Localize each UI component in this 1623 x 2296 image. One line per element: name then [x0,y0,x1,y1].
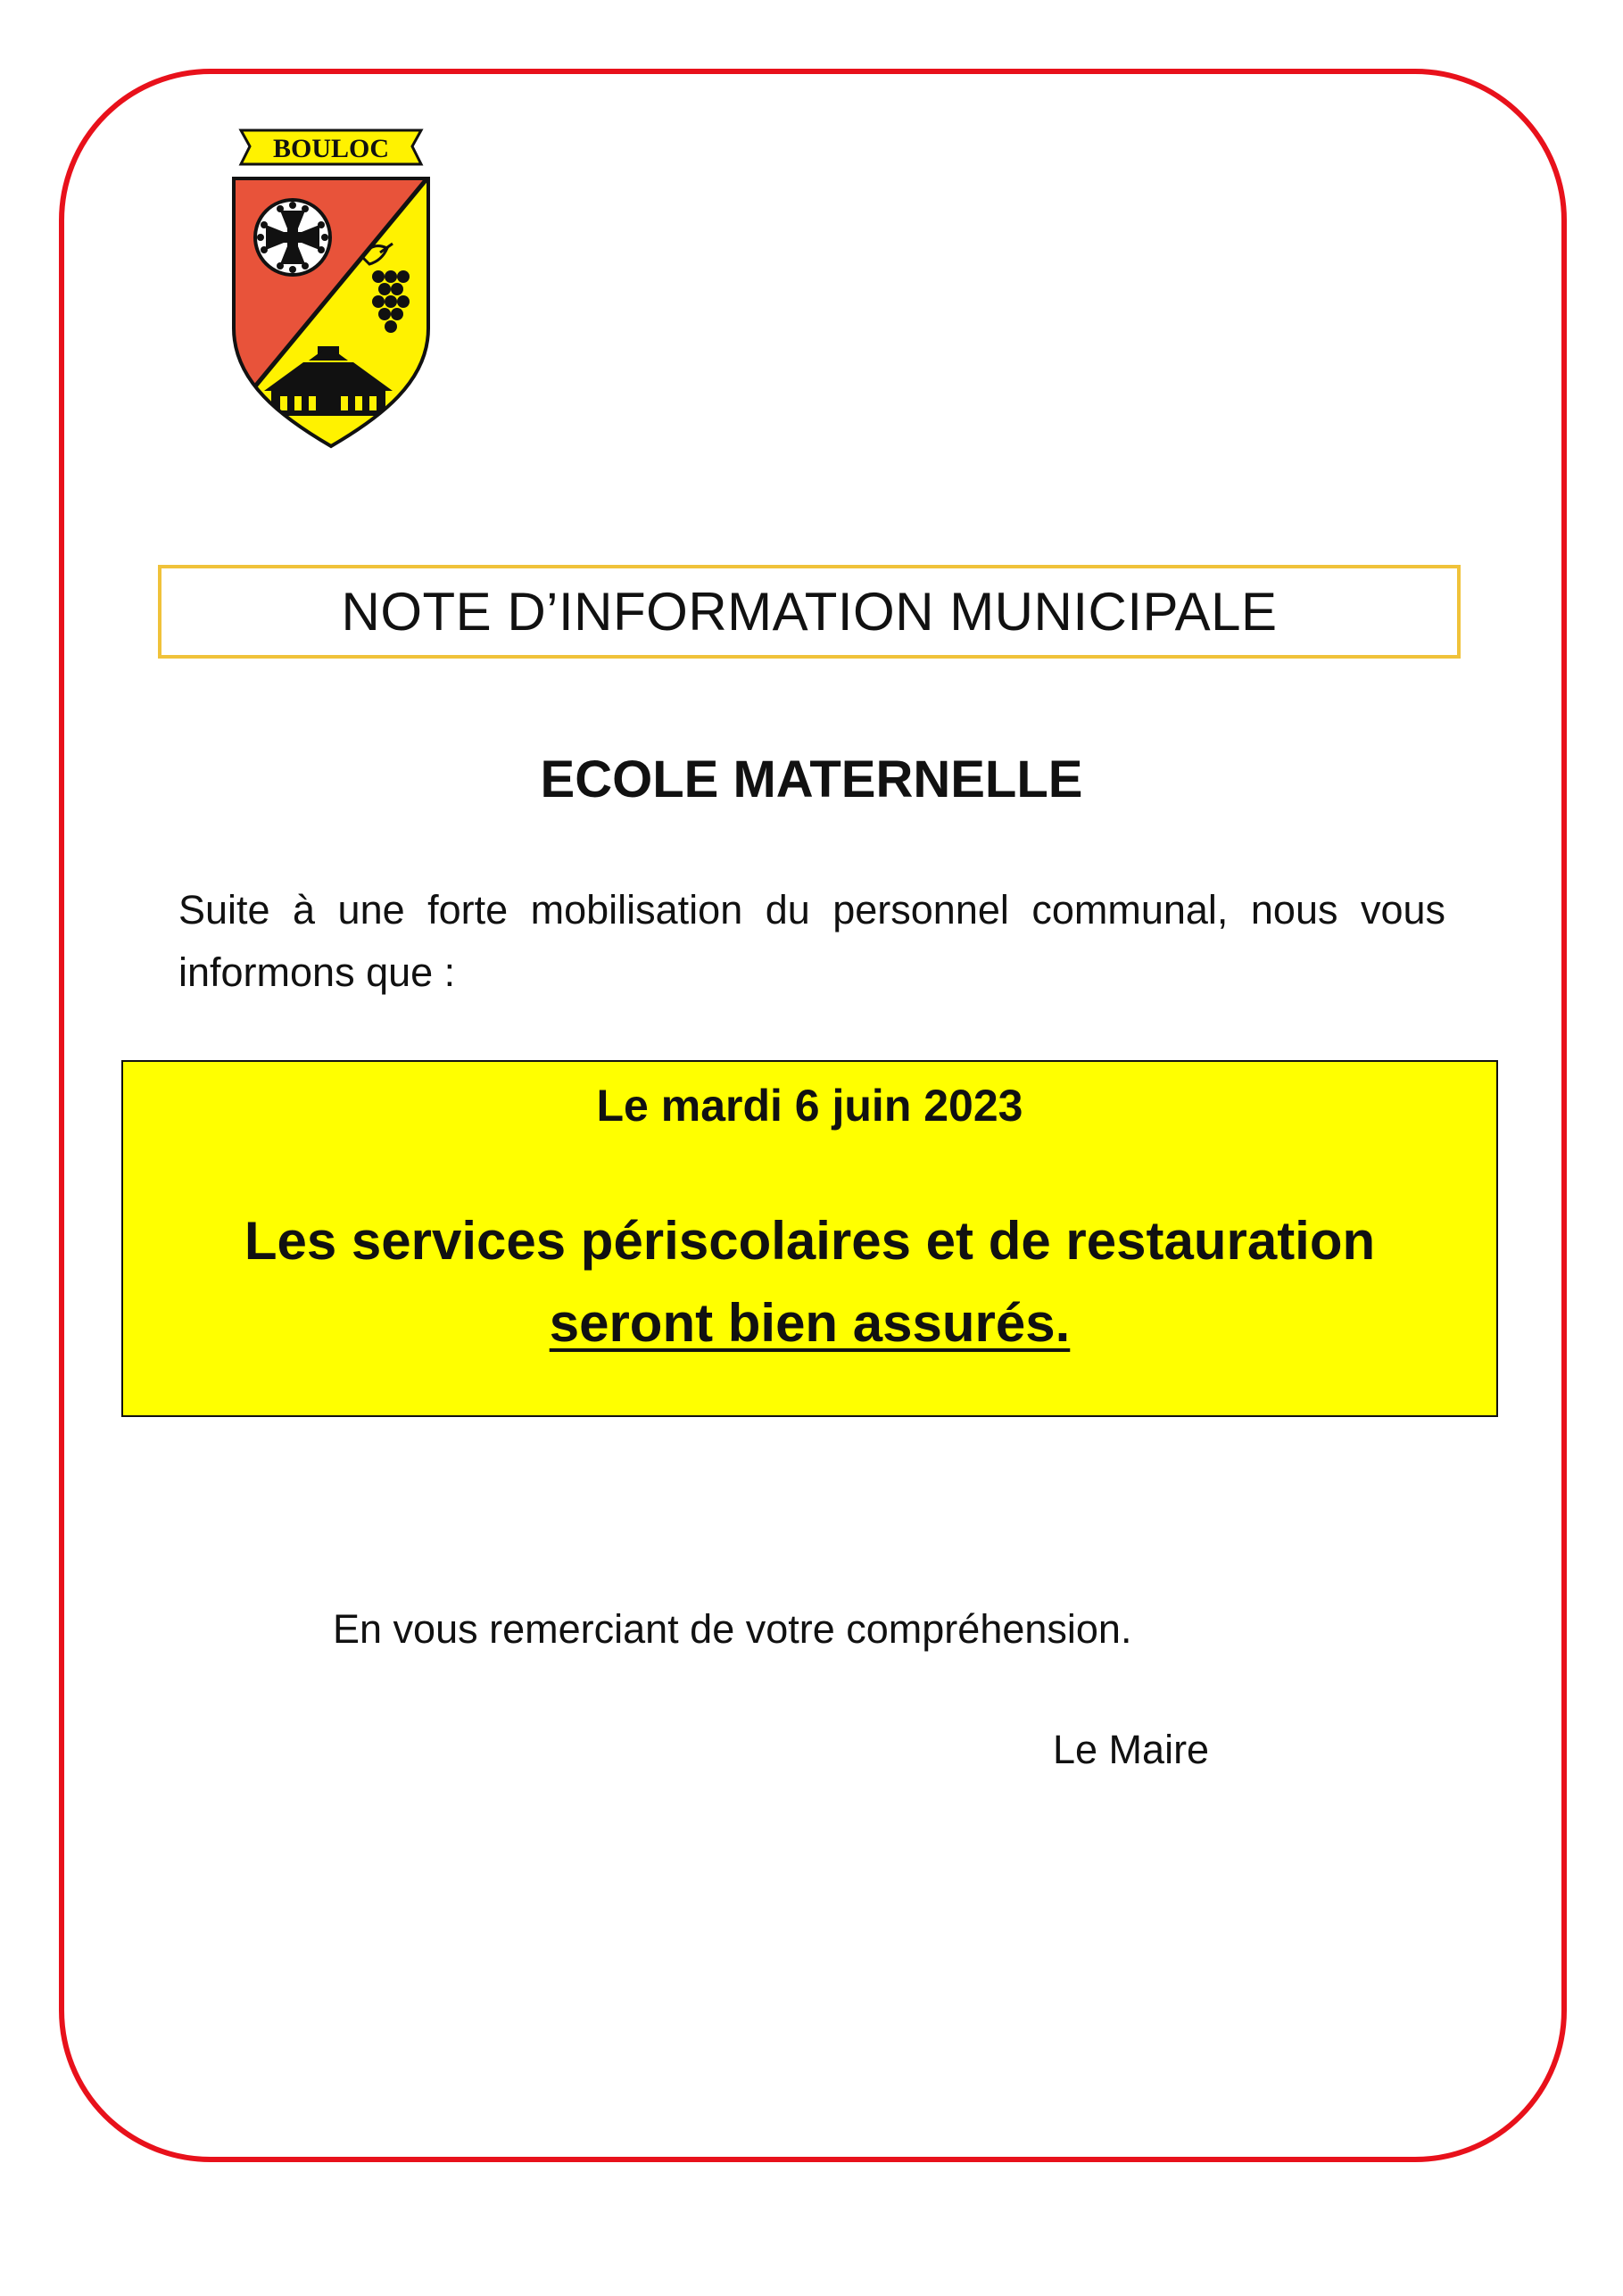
notice-date: Le mardi 6 juin 2023 [596,1081,1023,1131]
section-heading: ECOLE MATERNELLE [540,750,1083,808]
intro-paragraph: Suite à une forte mobilisation du personnel communal, nous vous informons que : [178,887,1445,995]
notice-message [123,1200,1496,1364]
crest-banner-text: BOULOC [272,134,390,163]
highlight-notice-box [121,1060,1498,1417]
bouloc-crest-logo [228,123,434,455]
notice-line-1: Les services périscolaires et de restauration [244,1211,1376,1271]
notice-line-2: seront bien assurés. [549,1293,1071,1353]
signature: Le Maire [1053,1727,1210,1772]
closing-text: En vous remerciant de votre compréhension. [333,1606,1132,1652]
document-title: NOTE D’INFORMATION MUNICIPALE [158,565,1461,659]
